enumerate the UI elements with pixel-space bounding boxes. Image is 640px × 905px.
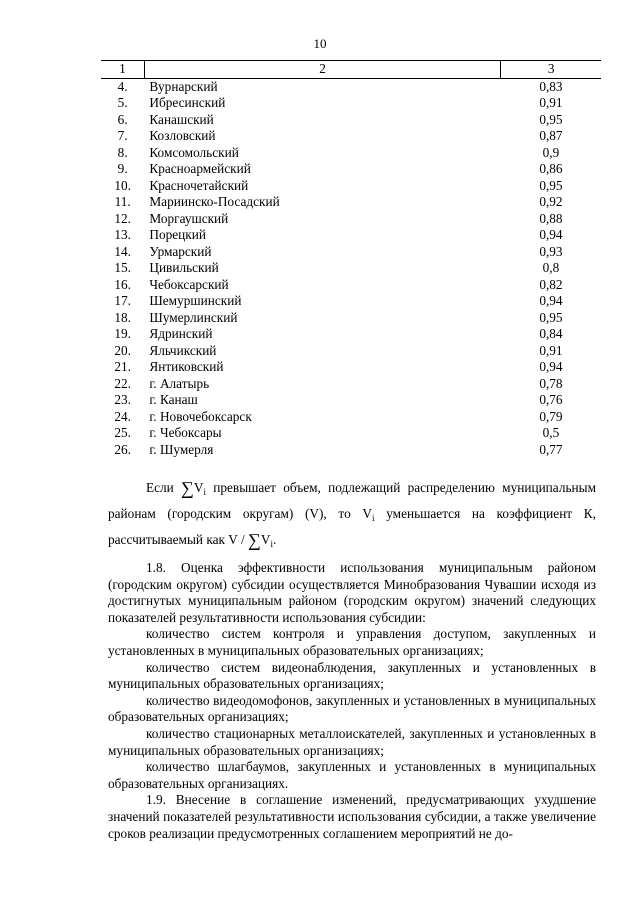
table-row	[101, 112, 601, 129]
var-v: V	[193, 480, 204, 495]
formula-paragraph	[108, 477, 596, 555]
coefficient-value: 0,79	[539, 408, 563, 424]
coefficient-value: 0,95	[539, 177, 563, 193]
district-name: г. Новочебоксарск	[149, 408, 252, 424]
district-name: Комсомольский	[149, 144, 239, 160]
row-number: 18.	[114, 309, 131, 325]
table-row	[101, 145, 601, 162]
formula-text-1: Если	[146, 480, 182, 495]
coefficient-value: 0,77	[539, 441, 563, 457]
district-name: г. Шумерля	[149, 441, 214, 457]
row-number: 15.	[114, 260, 131, 275]
table-row	[101, 211, 601, 228]
row-number: 25.	[114, 425, 131, 440]
table-row	[101, 442, 601, 459]
indicator-video-surveillance: количество систем видеонаблюдения, закупленных и установленных в муниципальных образовательных организациях;	[108, 659, 596, 692]
var-v: V	[260, 532, 271, 547]
row-number: 14.	[114, 243, 131, 259]
coefficient-value: 0,87	[539, 128, 563, 143]
row-number: 23.	[114, 392, 131, 407]
table-row	[101, 178, 601, 195]
coefficient-value: 0,9	[542, 144, 560, 160]
table-row	[101, 128, 601, 145]
district-name: Красночетайский	[149, 177, 249, 193]
coefficient-value: 0,94	[539, 293, 563, 308]
row-number: 20.	[114, 342, 131, 358]
district-name: Моргаушский	[149, 210, 229, 226]
indicator-metal-detectors: количество стационарных металлоискателей, закупленных и установленных в муниципальных образовательных организациях;	[108, 725, 596, 758]
table-row	[101, 359, 601, 376]
table-row	[101, 392, 601, 409]
row-number: 11.	[114, 194, 131, 209]
table-row	[101, 409, 601, 426]
coefficient-value: 0,92	[539, 194, 563, 209]
table-row	[101, 326, 601, 343]
table-row	[101, 293, 601, 310]
coefficient-value: 0,93	[539, 243, 563, 259]
district-name: Яльчикский	[149, 342, 217, 358]
paragraph-1-9: 1.9. Внесение в соглашение изменений, предусматривающих ухудшение значений показателей результативности использования субсидии, а также увеличение сроков реализации предусмотренных соглашением мероприятий не до-	[108, 792, 596, 841]
header-col-2: 2	[144, 61, 501, 79]
paragraph-1-8: 1.8. Оценка эффективности использования муниципальным районом (городским округом) субсидии осуществляется Минобразования Чувашии исходя из достигнутых муниципальным районом (городским округом) значений следующих показателей результативности использования субсидии:	[108, 560, 596, 625]
row-number: 10.	[114, 177, 131, 193]
table-row	[101, 194, 601, 211]
sum-symbol: ∑	[247, 530, 261, 550]
subscript-i: i	[203, 487, 206, 497]
district-name: Козловский	[149, 128, 216, 143]
coefficient-value: 0,8	[542, 260, 560, 275]
coefficient-value: 0,91	[539, 342, 563, 358]
row-number: 16.	[114, 276, 131, 292]
table-row	[101, 227, 601, 244]
table-row	[101, 161, 601, 178]
district-name: Ядринский	[149, 326, 213, 341]
table-row	[101, 95, 601, 112]
table-row	[101, 343, 601, 360]
row-number: 5.	[117, 95, 128, 110]
row-number: 26.	[114, 441, 131, 457]
indicator-barriers: количество шлагбаумов, закупленных и установленных в муниципальных образовательных организациях.	[108, 759, 596, 791]
table-body	[101, 78, 601, 458]
district-name: Урмарский	[149, 243, 212, 259]
header-col-1: 1	[101, 61, 144, 79]
subscript-i: i	[270, 539, 273, 549]
table-row	[101, 244, 601, 261]
subscript-i: i	[372, 513, 375, 523]
header-col-3: 3	[501, 61, 601, 79]
coefficient-value: 0,91	[539, 95, 563, 110]
coefficient-value: 0,95	[539, 309, 563, 325]
sum-symbol: ∑	[181, 478, 194, 498]
coefficient-value: 0,82	[539, 276, 563, 292]
district-name: Порецкий	[149, 227, 206, 242]
coefficient-value: 0,95	[539, 111, 563, 127]
coefficient-value: 0,94	[539, 227, 563, 242]
formula-text-4: .	[272, 532, 277, 547]
row-number: 8.	[117, 144, 128, 160]
table-row	[101, 376, 601, 393]
district-name: Шемуршинский	[149, 293, 242, 308]
district-name: г. Чебоксары	[149, 425, 222, 440]
district-name: Вурнарский	[149, 78, 218, 94]
district-name: Шумерлинский	[149, 309, 238, 325]
row-number: 17.	[114, 293, 131, 308]
district-name: Канашский	[149, 111, 214, 127]
table-row	[101, 425, 601, 442]
row-number: 12.	[114, 210, 131, 226]
row-number: 4.	[117, 78, 128, 94]
row-number: 9.	[117, 161, 128, 176]
coefficient-value: 0,84	[539, 326, 563, 341]
district-name: Цивильский	[149, 260, 219, 275]
coefficient-value: 0,76	[539, 392, 563, 407]
district-name: Красноармейский	[149, 161, 251, 176]
coefficient-value: 0,5	[542, 425, 560, 440]
table-row	[101, 78, 601, 95]
row-number: 21.	[114, 359, 131, 374]
district-name: г. Канаш	[149, 392, 198, 407]
district-name: Чебоксарский	[149, 276, 229, 292]
coefficient-value: 0,88	[539, 210, 563, 226]
row-number: 22.	[114, 375, 131, 391]
formula-text-2: превышает объем, подлежащий распределению муниципальным районам (городским округам) (V), то V	[108, 480, 596, 521]
row-number: 24.	[114, 408, 131, 424]
district-name: Ибресинский	[149, 95, 226, 110]
row-number: 6.	[117, 111, 128, 127]
indicator-access-control: количество систем контроля и управления доступом, закупленных и установленных в муниципальных образовательных организациях;	[108, 626, 596, 658]
coefficient-value: 0,94	[539, 359, 563, 374]
district-name: г. Алатырь	[149, 375, 210, 391]
coefficient-value: 0,86	[539, 161, 563, 176]
indicator-video-intercoms: количество видеодомофонов, закупленных и установленных в муниципальных образовательных организациях;	[108, 692, 596, 725]
row-number: 19.	[114, 326, 131, 341]
district-name: Янтиковский	[149, 359, 224, 374]
coefficient-value: 0,83	[539, 78, 563, 94]
table-header-row	[101, 61, 601, 79]
section-text	[108, 560, 596, 842]
coefficient-value: 0,78	[539, 375, 563, 391]
district-name: Мариинско-Посадский	[149, 194, 280, 209]
table-row	[101, 277, 601, 294]
row-number: 13.	[114, 227, 131, 242]
row-number: 7.	[117, 128, 128, 143]
table-row	[101, 260, 601, 277]
formula-text-3: уменьшается на коэффициент К, рассчитываемый как V /	[108, 506, 596, 547]
coefficient-table	[101, 60, 601, 458]
table-row	[101, 310, 601, 327]
page-number: 10	[313, 36, 327, 51]
